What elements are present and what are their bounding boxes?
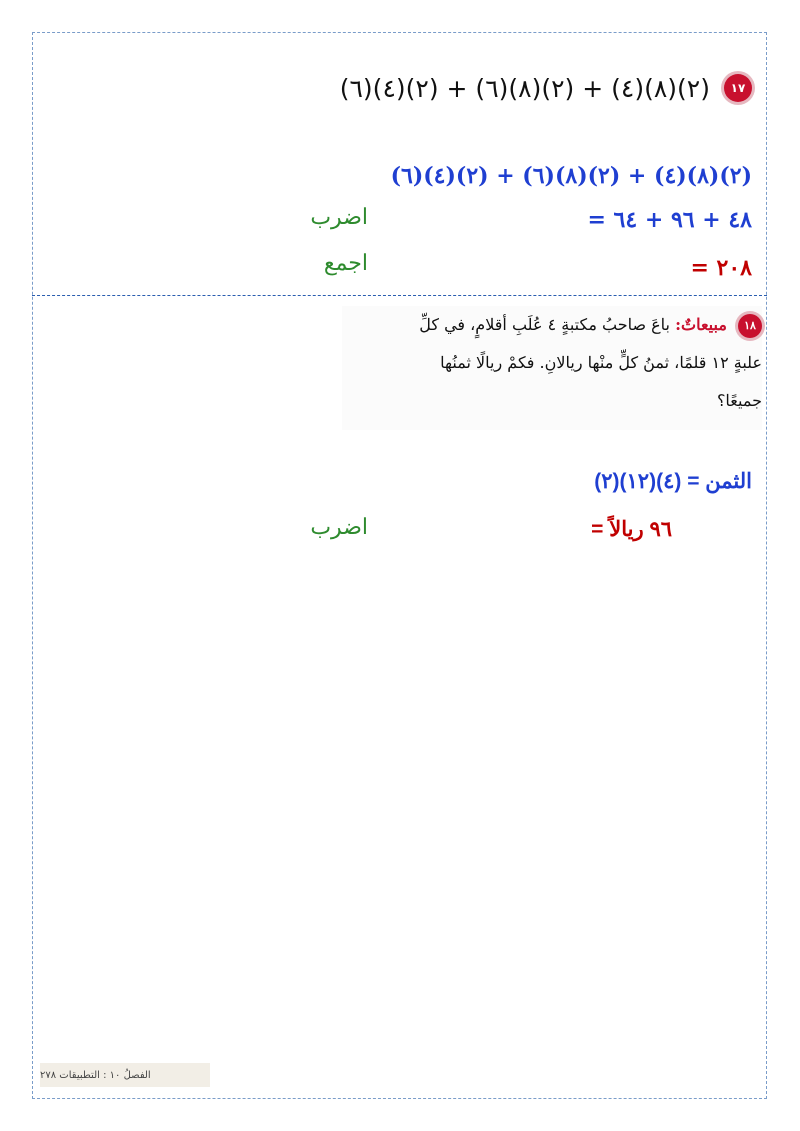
problem-18-line-2: علبةٍ ١٢ قلمًا، ثمنُ كلٍّ منْها ريالانِ. فكمْ ريالًا ثمنُها xyxy=(440,353,762,372)
problem-18-text xyxy=(342,306,762,430)
solution-line-3: = ٢٠٨ xyxy=(690,255,752,281)
answer-result: = ٩٦ ريالاً xyxy=(591,518,672,541)
problem-17-number-badge: ١٧ xyxy=(724,74,752,102)
footer-text: الفصلُ ١٠ : التطبيقات ٢٧٨ xyxy=(40,1069,151,1081)
solution-note-add: اجمع xyxy=(323,250,368,275)
section-divider xyxy=(32,295,767,296)
page-frame xyxy=(32,32,767,1099)
problem-18-line-1-text: باعَ صاحبُ مكتبةٍ ٤ عُلَبِ أقلامٍ، في كلِّ xyxy=(419,315,671,334)
answer-line xyxy=(594,469,752,494)
problem-18-number-badge: ١٨ xyxy=(738,314,762,338)
problem-18-keyword: مبيعاتٌ: xyxy=(675,315,727,334)
problem-17-header xyxy=(340,68,752,108)
problem-18-line-3: جميعًا؟ xyxy=(716,391,762,410)
solution-line-1: (٦)(٤)(٢) + (٦)(٨)(٢) + (٤)(٨)(٢) xyxy=(390,163,752,189)
page-footer xyxy=(40,1063,210,1087)
answer-label: الثمن = xyxy=(687,470,752,493)
solution-line-2: = ٤٨ + ٩٦ + ٦٤ xyxy=(587,207,752,233)
problem-18-line-1 xyxy=(342,306,762,344)
problem-17-expression: (٦)(٤)(٢) + (٦)(٨)(٢) + (٤)(٨)(٢) xyxy=(339,73,710,103)
solution-note-multiply: اضرب xyxy=(310,204,368,229)
answer-note-multiply: اضرب xyxy=(310,514,368,539)
answer-expression: (٢)(١٢)(٤) xyxy=(594,470,682,493)
